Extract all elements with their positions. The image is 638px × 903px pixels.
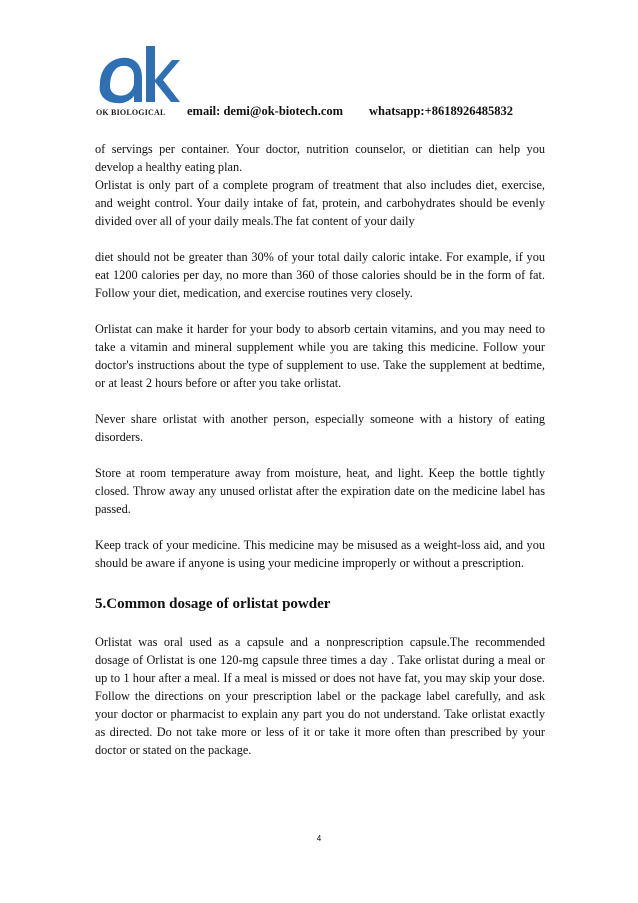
paragraph: Keep track of your medicine. This medicine may be misused as a weight-loss aid, and you should be aware if anyone is using your medicine improperly or without a prescription. xyxy=(95,538,545,570)
logo-caption: OK BIOLOGICAL xyxy=(96,108,166,117)
header-email: email: demi@ok-biotech.com xyxy=(187,104,344,118)
page-number: 4 xyxy=(316,834,322,843)
paragraph: Store at room temperature away from moisture, heat, and light. Keep the bottle tightly closed. Throw away any unused orlistat after the expiration date on the medicine label has passed. xyxy=(95,466,545,516)
paragraph: Orlistat is only part of a complete program of treatment that also includes diet, exercise, and weight control. Your daily intake of fat, protein, and carbohydrates should be evenly divided over all of your daily meals.The fat content of your daily xyxy=(95,178,545,228)
paragraph: diet should not be greater than 30% of your total daily caloric intake. For example, if you eat 1200 calories per day, no more than 360 of those calories should be in the form of fat. Follow your diet, medication, and exercise routines very closely. xyxy=(95,250,545,300)
section-body xyxy=(95,633,545,759)
paragraph: of servings per container. Your doctor, nutrition counselor, or dietitian can help you develop a healthy eating plan. xyxy=(95,142,545,174)
paragraph: Orlistat was oral used as a capsule and a nonprescription capsule.The recommended dosage of Orlistat is one 120-mg capsule three times a day . Take orlistat during a meal or up to 1 hour after a meal. If a meal is missed or does not have fat, you may skip your dose. Follow the directions on your prescription label or the package label carefully, and ask your doctor or pharmacist to explain any part you do not understand. Take orlistat exactly as directed. Do not take more or less of it or take it more often than prescribed by your doctor or stated on the package. xyxy=(95,635,545,757)
section-heading: 5.Common dosage of orlistat powder xyxy=(95,596,331,612)
page-header xyxy=(94,42,554,122)
paragraph: Never share orlistat with another person, especially someone with a history of eating disorders. xyxy=(95,412,545,444)
body-text xyxy=(95,140,545,572)
header-whatsapp: whatsapp:+8618926485832 xyxy=(369,104,513,118)
paragraph: Orlistat can make it harder for your body to absorb certain vitamins, and you may need to take a vitamin and mineral supplement while you are taking this medicine. Follow your doctor's instructions about the type of supplement to use. Take the supplement at bedtime, or at least 2 hours before or after you take orlistat. xyxy=(95,322,545,390)
